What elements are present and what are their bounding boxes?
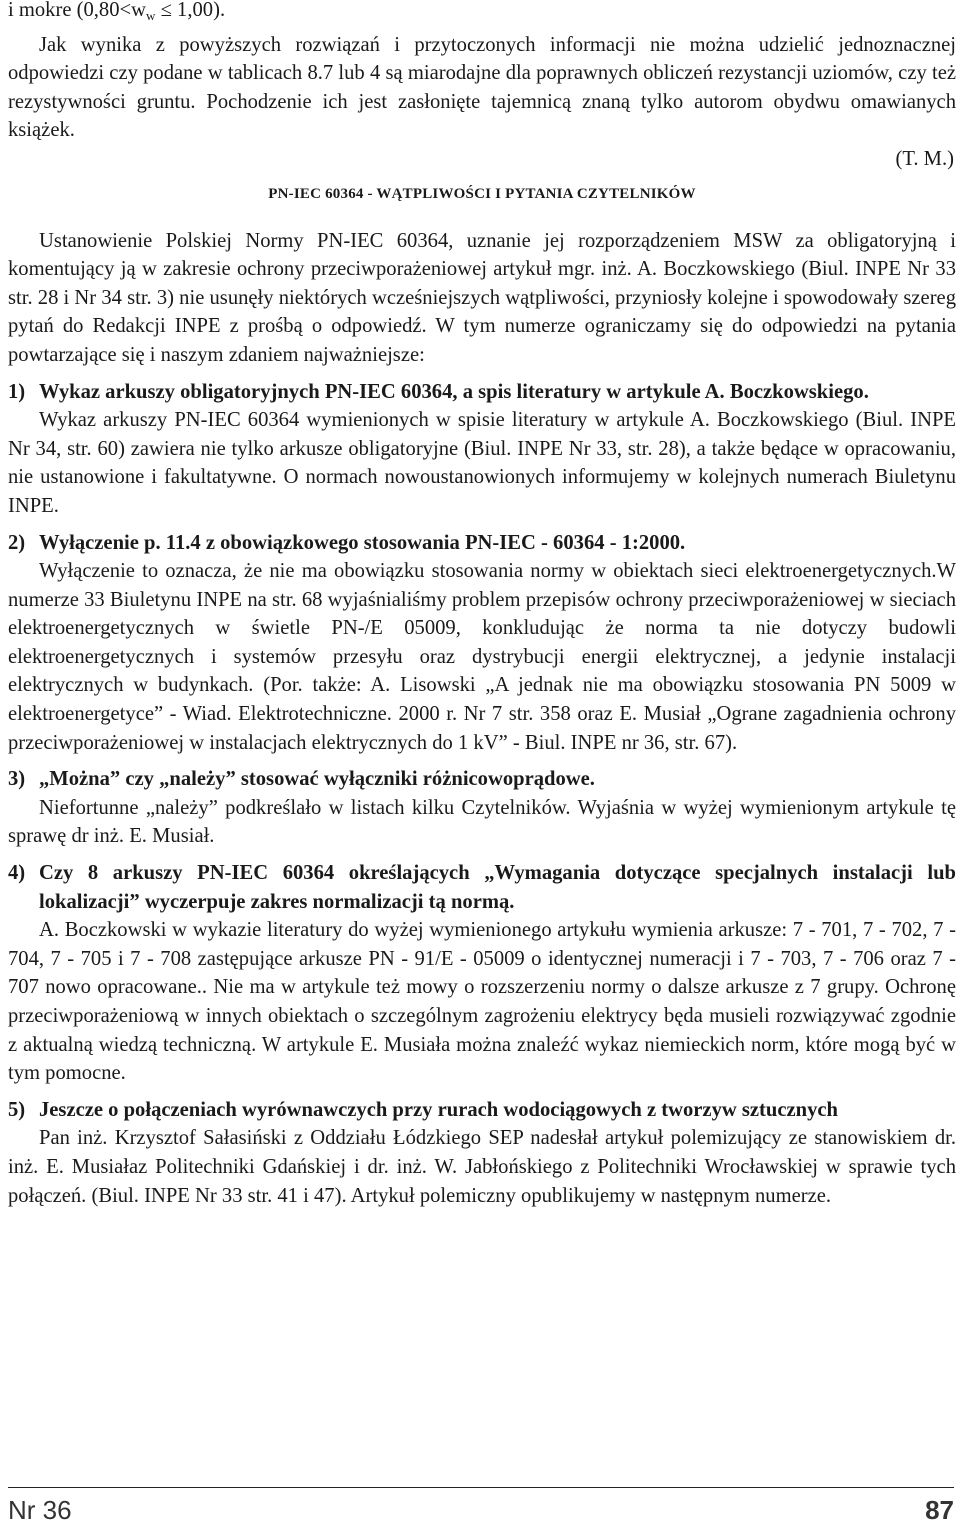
question-heading [8,765,956,794]
question-title: Czy 8 arkuszy PN-IEC 60364 określających „Wymagania dotyczące specjalnych instalacji lub lokalizacji” wyczerpuje zakres normalizacji tą normą. [39,862,956,913]
question-4 [8,859,956,1088]
question-number: 4) [8,862,26,885]
question-2 [8,529,956,758]
question-heading [8,378,956,407]
question-answer: Wyłączenie to oznacza, że nie ma obowiązku stosowania normy w obiektach sieci elektroenergetycznych.W numerze 33 Biuletynu INPE na str. 68 wyjaśnialiśmy problem przepisów ochrony przeciwporażeniowej w sieciach elektroenergetycznych w świetle PN-/E 05009, konkludując że norma ta nie dotyczy budowli elektroenergetycznych i systemów przesyłu oraz dystrybucji energii elektrycznej, a jedynie instalacji elektrycznych w budynkach. (Por. także: A. Lisowski „A jednak nie ma obowiązku stosowania PN 5009 w elektroenergetyce” - Wiad. Elektrotechniczne. 2000 r. Nr 7 str. 358 oraz E. Musiał „Ograne zagadnienia ochrony przeciwporażeniowej w instalacjach elektrycznych do 1 kV” - Biul. INPE nr 36, str. 67). [8,560,956,754]
question-title: „Można” czy „należy” stosować wyłączniki różnicowoprądowe. [39,768,595,791]
question-number: 2) [8,531,26,554]
document-page [8,0,956,1210]
section-intro: Ustanowienie Polskiej Normy PN-IEC 60364, uznanie jej rozporządzeniem MSW za obligatoryjną i komentujący ją w zakresie ochrony przeciwporażeniowej artykuł mgr. inż. A. Boczkowskiego (Biul. INPE Nr 33 str. 28 i Nr 34 str. 3) nie usunęły niektórych wcześniejszych wątpliwości, przyniosły kolejne i spowodowały szereg pytań do Redakcji INPE z prośbą o odpowiedź. W tym numerze ograniczamy się do odpowiedzi na pytania powtarzające się i naszym zdaniem najważniejsze: [8,229,956,366]
less-than-sign: < [119,0,132,21]
question-3 [8,765,956,851]
footer-rule [8,1487,954,1488]
question-answer: A. Boczkowski w wykazie literatury do wyżej wymienionego artykułu wymienia arkusze: 7 - 701, 7 - 702, 7 - 704, 7 - 705 i 7 - 708 zastępujące arkusze PN - 91/E - 05009 o identycznej numeracji i 7 - 703, 7 - 706 oraz 7 - 707 nowo opracowane.. Nie ma w artykule też mowy o rozszerzeniu normy o dalsze arkusze z 7 grupy. Ochronę przeciwporażeniową w innych obiektach o szczególnym zagrożeniu elektrycy będa musieli rozwiązywać zgodnie z aktualną wiedzą techniczną. W artykule E. Musiała można znaleźć wykaz niemieckich norm, które mogą być w tym pomocne. [8,919,956,1085]
question-answer: Wykaz arkuszy PN-IEC 60364 wymienionych w spisie literatury w artykule A. Boczkowskiego (Biul. INPE Nr 34, str. 60) zawiera nie tylko arkusze obligatoryjne (Biul. INPE Nr 33, str. 28), a także będące w opracowaniu, nie ustanowione i fakultatywne. O normach nowoustanowionych informujemy w kolejnych numerach Biuletynu INPE. [8,409,956,517]
question-heading [8,859,956,916]
closing-paragraph: Jak wynika z powyższych rozwiązań i przytoczonych informacji nie można udzielić jednoznacznej odpowiedzi czy podane w tablicach 8.7 lub 4 są miarodajne dla poprawnych obliczeń rezystancji uziomów, czy też rezystywności gruntu. Pochodzenie ich jest zasłonięte tajemnicą znaną tylko autorom obydwu omawianych książek. [8,33,956,142]
w-symbol: $w_w$ [131,0,156,23]
ratio-text-end: 1,00). [177,0,226,21]
question-title: Wyłączenie p. 11.4 z obowiązkowego stosowania PN-IEC - 60364 - 1:2000. [39,531,686,554]
question-answer: Pan inż. Krzysztof Sałasiński z Oddziału Łódzkiego SEP nadesłał artykuł polemizujący ze stanowiskiem dr. inż. E. Musiałaz Politechniki Gdańskiej i dr. inż. W. Jabłońskiego z Politechniki Wrocławskiej w sprawie tych połączeń. (Biul. INPE Nr 33 str. 41 i 47). Artykuł polemiczny opublikujemy w następnym numerze. [8,1127,956,1207]
page-number: 87 [925,1495,954,1525]
question-answer: Niefortunne „należy” podkreślało w listach kilku Czytelników. Wyjaśnia w wyżej wymienionym artykule tę sprawę dr inż. E. Musiał. [8,796,956,848]
less-equal-sign: ≤ [160,0,172,21]
question-5 [8,1096,956,1210]
author-signature: (T. M.) [895,147,954,170]
section-heading: PN-IEC 60364 - WĄTPLIWOŚCI I PYTANIA CZYTELNIKÓW [268,185,696,202]
question-title: Jeszcze o połączeniach wyrównawczych przy rurach wodociągowych z tworzyw sztucznych [39,1098,838,1121]
question-number: 1) [8,380,26,403]
question-1 [8,378,956,521]
ratio-text-start: i mokre (0,80 [8,0,120,21]
question-heading [8,1096,956,1125]
question-heading [8,529,956,558]
question-title: Wykaz arkuszy obligatoryjnych PN-IEC 60364, a spis literatury w artykule A. Boczkowskiego. [39,380,869,403]
issue-number: Nr 36 [8,1495,72,1525]
question-number: 5) [8,1098,26,1121]
page-footer [8,1487,954,1527]
continued-line [8,0,956,31]
question-number: 3) [8,768,26,791]
